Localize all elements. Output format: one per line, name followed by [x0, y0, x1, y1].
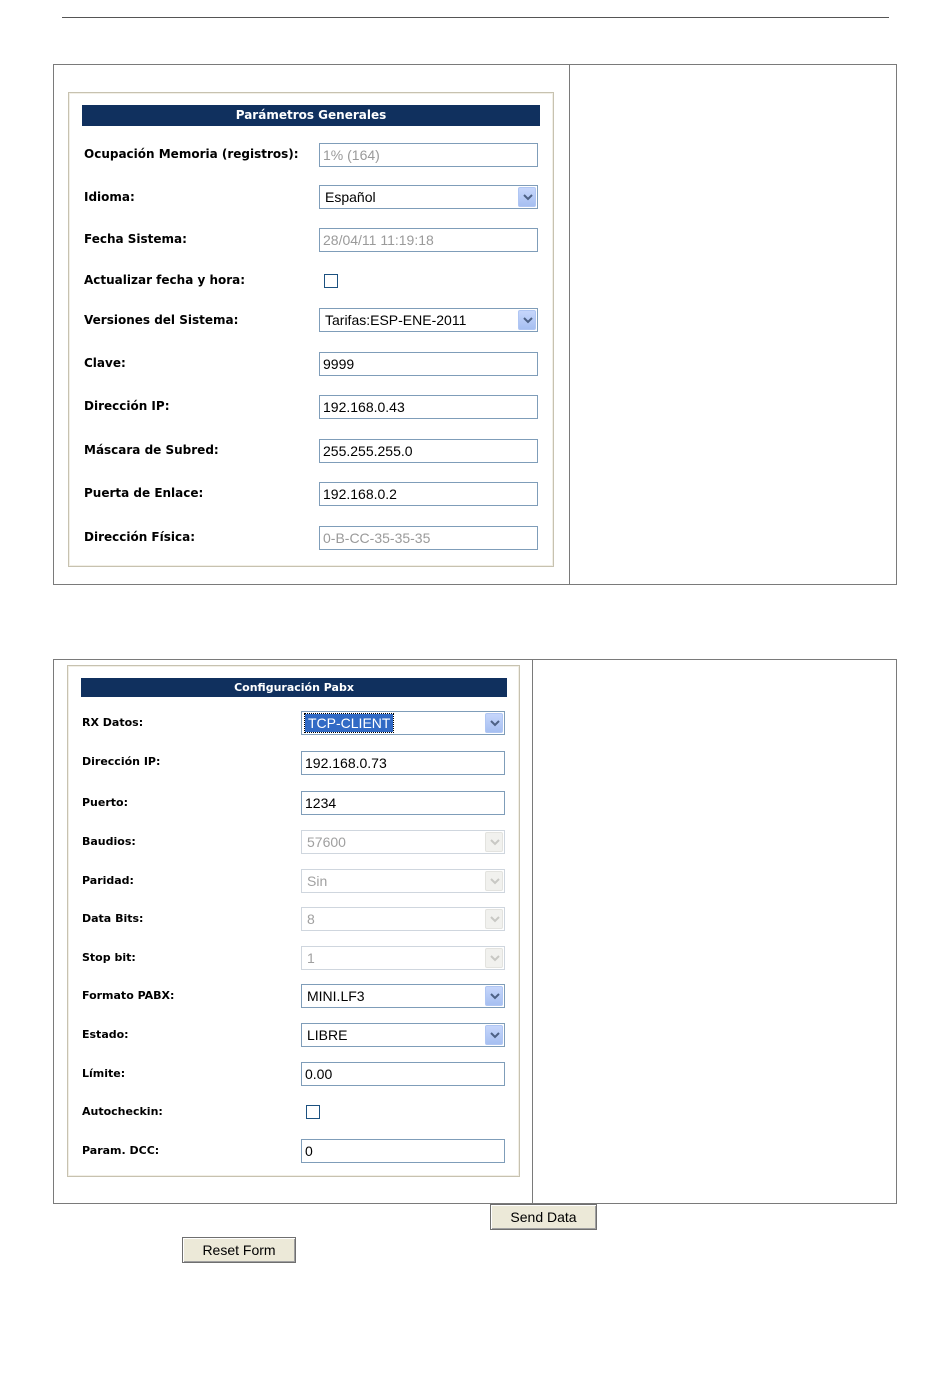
subnet-field[interactable]: 255.255.255.0 [319, 439, 538, 463]
pabx-form-title: Configuración Pabx [81, 678, 507, 697]
memory-label: Ocupación Memoria (registros): [84, 147, 299, 161]
panel-divider [532, 660, 533, 1203]
rx-select[interactable] [301, 711, 505, 735]
send-data-button[interactable]: Send Data [490, 1204, 597, 1230]
chevron-down-icon [485, 986, 503, 1006]
format-label: Formato PABX: [82, 989, 175, 1002]
autocheckin-label: Autocheckin: [82, 1105, 163, 1118]
data-bits-value: 8 [307, 911, 315, 927]
mac-field[interactable]: 0-B-CC-35-35-35 [319, 526, 538, 550]
language-value: Español [325, 189, 376, 205]
state-value: LIBRE [307, 1027, 348, 1043]
versions-value: Tarifas:ESP-ENE-2011 [325, 312, 467, 328]
chevron-down-icon [485, 948, 503, 968]
parity-label: Paridad: [82, 874, 134, 887]
parity-select[interactable] [301, 869, 505, 893]
pabx-panel [53, 659, 897, 1204]
chevron-down-icon [485, 871, 503, 891]
chevron-down-icon [485, 713, 503, 733]
chevron-down-icon [518, 310, 536, 330]
limit-field[interactable]: 0.00 [301, 1062, 505, 1086]
general-panel [53, 64, 897, 585]
dcc-label: Param. DCC: [82, 1144, 160, 1157]
password-label: Clave: [84, 356, 126, 370]
stop-bit-select[interactable] [301, 946, 505, 970]
chevron-down-icon [485, 1025, 503, 1045]
parity-value: Sin [307, 873, 328, 889]
system-date-label: Fecha Sistema: [84, 232, 187, 246]
system-date-field[interactable]: 28/04/11 11:19:18 [319, 228, 538, 252]
limit-label: Límite: [82, 1067, 126, 1080]
gateway-label: Puerta de Enlace: [84, 486, 204, 500]
pabx-ip-field[interactable]: 192.168.0.73 [301, 751, 505, 775]
update-datetime-checkbox[interactable] [324, 274, 338, 288]
format-value: MINI.LF3 [307, 988, 365, 1004]
rx-label: RX Datos: [82, 716, 144, 729]
gateway-field[interactable]: 192.168.0.2 [319, 482, 538, 506]
subnet-label: Máscara de Subred: [84, 443, 219, 457]
stop-bit-value: 1 [307, 950, 315, 966]
baud-value: 57600 [307, 834, 346, 850]
stop-bit-label: Stop bit: [82, 951, 136, 964]
state-label: Estado: [82, 1028, 129, 1041]
pabx-form-box [67, 665, 520, 1177]
update-datetime-label: Actualizar fecha y hora: [84, 273, 246, 287]
ip-label: Dirección IP: [84, 399, 170, 413]
language-select[interactable] [319, 185, 538, 209]
baud-label: Baudios: [82, 835, 136, 848]
chevron-down-icon [485, 832, 503, 852]
dcc-field[interactable]: 0 [301, 1139, 505, 1163]
baud-select[interactable] [301, 830, 505, 854]
versions-label: Versiones del Sistema: [84, 313, 239, 327]
panel-divider [569, 65, 570, 584]
rx-value: TCP-CLIENT [305, 714, 393, 732]
language-label: Idioma: [84, 190, 135, 204]
top-rule [62, 17, 889, 18]
password-field[interactable]: 9999 [319, 352, 538, 376]
chevron-down-icon [518, 187, 536, 207]
data-bits-select[interactable] [301, 907, 505, 931]
autocheckin-checkbox[interactable] [306, 1105, 320, 1119]
mac-label: Dirección Física: [84, 530, 196, 544]
port-label: Puerto: [82, 796, 128, 809]
memory-field[interactable]: 1% (164) [319, 143, 538, 167]
versions-select[interactable] [319, 308, 538, 332]
ip-field[interactable]: 192.168.0.43 [319, 395, 538, 419]
pabx-ip-label: Dirección IP: [82, 755, 161, 768]
format-select[interactable] [301, 984, 505, 1008]
data-bits-label: Data Bits: [82, 912, 144, 925]
reset-form-button[interactable]: Reset Form [182, 1237, 296, 1263]
general-form-box [68, 92, 554, 567]
state-select[interactable] [301, 1023, 505, 1047]
general-form-title: Parámetros Generales [82, 105, 540, 126]
chevron-down-icon [485, 909, 503, 929]
port-field[interactable]: 1234 [301, 791, 505, 815]
